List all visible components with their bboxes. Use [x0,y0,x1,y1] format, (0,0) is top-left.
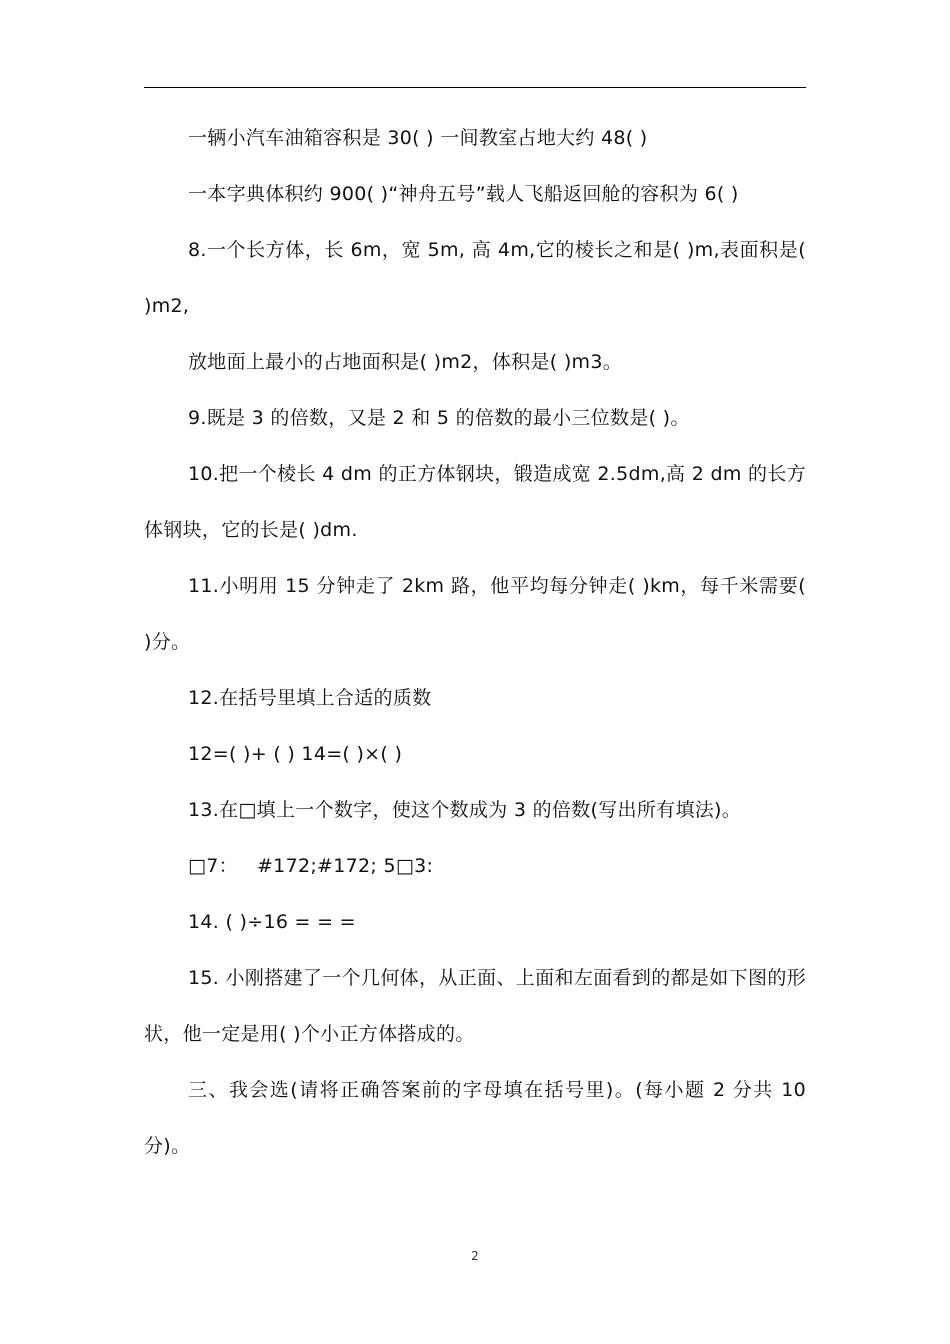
question-13: 13.在□填上一个数字，使这个数成为 3 的倍数(写出所有填法)。 [188,799,742,821]
section-3-heading: 三、我会选(请将正确答案前的字母填在括号里)。(每小题 2 分共 10 分)。 [144,1079,813,1157]
question-9: 9.既是 3 的倍数，又是 2 和 5 的倍数的最小三位数是( )。 [188,407,690,429]
page-number: 2 [471,1249,479,1263]
header-rule [144,87,806,88]
document-body [144,110,813,1174]
paragraph-capacity-1: 一辆小汽车油箱容积是 30( ) 一间教室占地大约 48( ) [188,127,648,149]
question-8: 8.一个长方体，长 6m，宽 5m, 高 4m,它的棱长之和是( )m,表面积是( )m2, [144,239,813,317]
question-10: 10.把一个棱长 4 dm 的正方体钢块，锻造成宽 2.5dm,高 2 dm 的长方体钢块，它的长是( )dm. [144,463,806,541]
question-13-blanks: □7： #172;#172; 5□3: [188,855,434,877]
question-12: 12.在括号里填上合适的质数 [188,687,432,709]
question-14: 14. ( )÷16 = = = [188,911,356,933]
question-8-continued: 放地面上最小的占地面积是( )m2，体积是( )m3。 [188,351,623,373]
question-11: 11.小明用 15 分钟走了 2km 路，他平均每分钟走( )km，每千米需要( )分。 [144,575,813,653]
question-12-equations: 12=( )+ ( ) 14=( )×( ) [188,743,403,765]
paragraph-capacity-2: 一本字典体积约 900( )“神舟五号”载人飞船返回舱的容积为 6( ) [188,183,739,205]
question-15: 15. 小刚搭建了一个几何体，从正面、上面和左面看到的都是如下图的形状，他一定是用( )个小正方体搭成的。 [144,967,806,1045]
